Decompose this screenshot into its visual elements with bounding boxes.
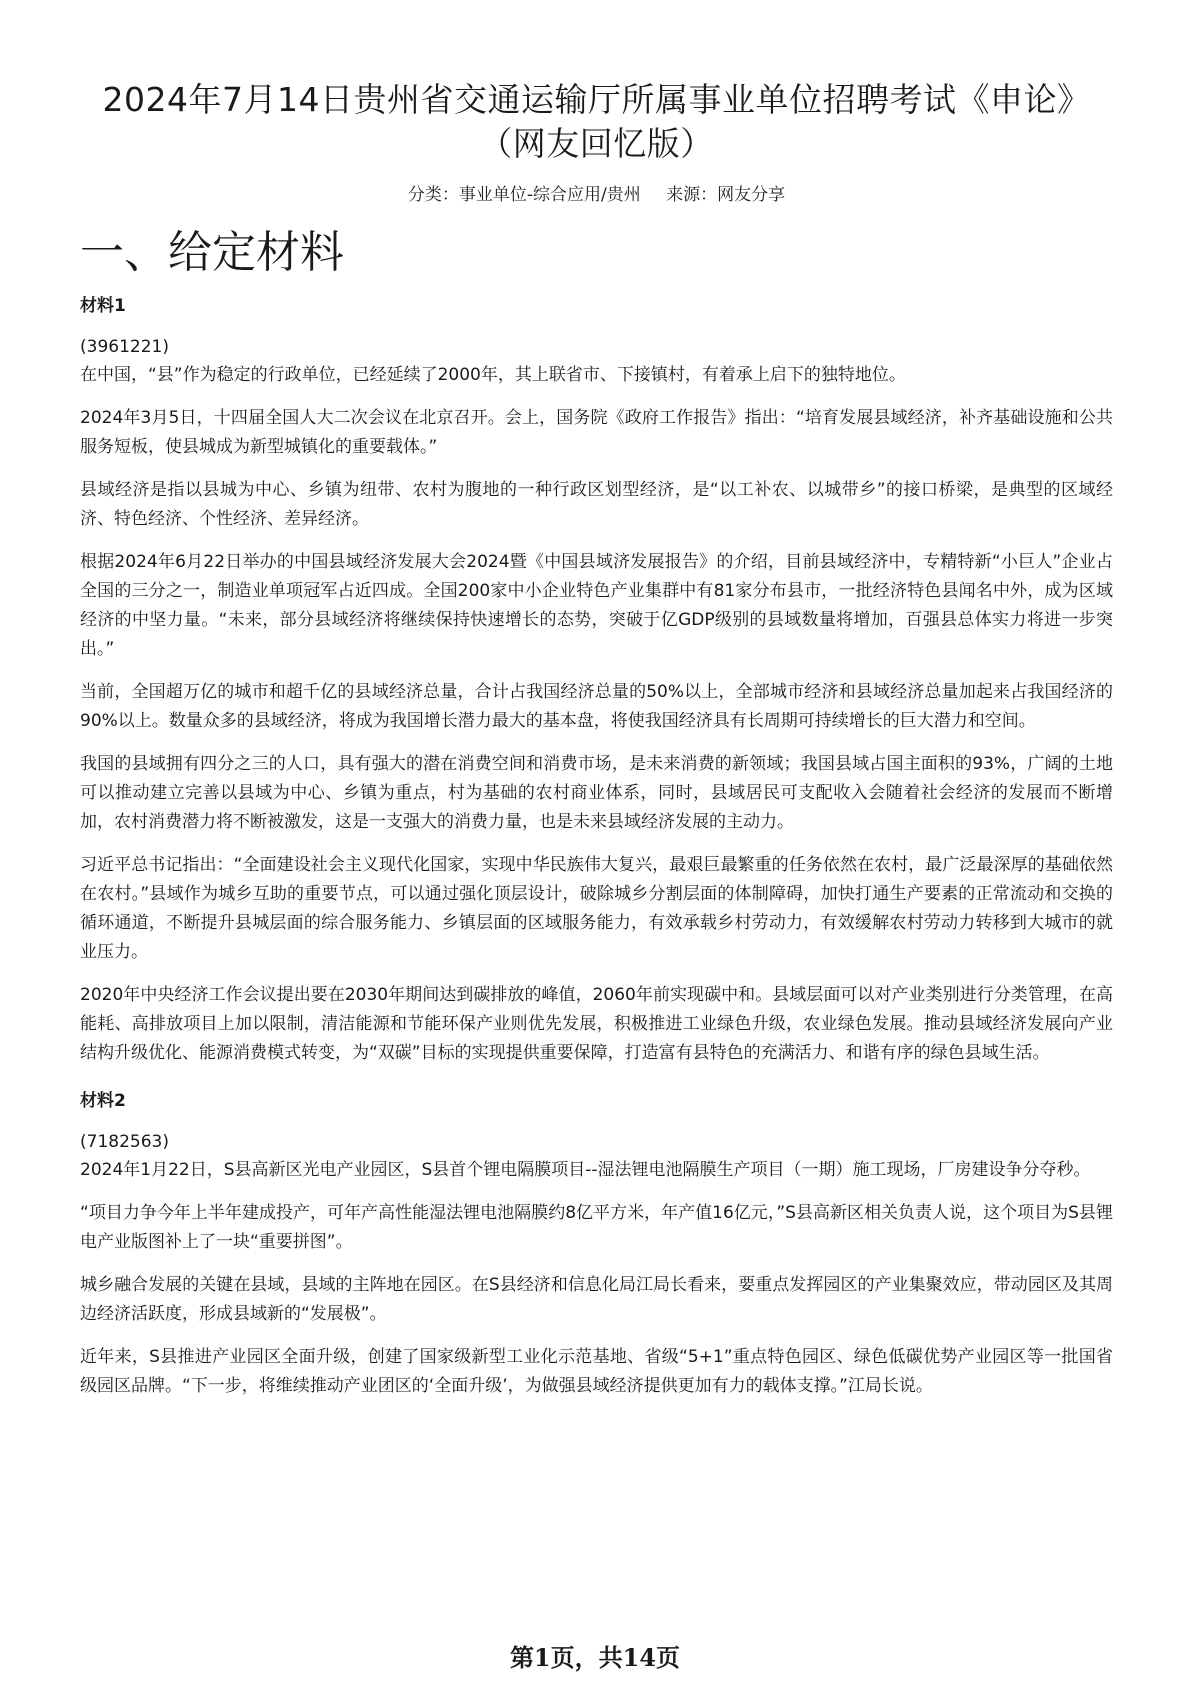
material-paragraph: 2024年1月22日，S县高新区光电产业园区，S县首个锂电隔膜项目--湿法锂电池隔膜生产项目（一期）施工现场，厂房建设争分夺秒。 [80,1160,1091,1180]
material-paragraph: 近年来，S县推进产业园区全面升级，创建了国家级新型工业化示范基地、省级“5+1”重点特色园区、绿色低碳优势产业园区等一批国省级园区品牌。“下一步，将维续推动产业团区的‘全面升级’，为做强县域经济提供更加有力的载体支撑。”江局长说。 [80,1347,1113,1396]
document-category: 分类：事业单位-综合应用/贵州 [407,185,641,205]
material-paragraph: 习近平总书记指出：“全面建设社会主义现代化国家，实现中华民族伟大复兴，最艰巨最繁重的任务依然在农村，最广泛最深厚的基础依然在农村。”县域作为城乡互助的重要节点，可以通过强化顶层设计，破除城乡分割层面的体制障碍，加快打通生产要素的正常流动和交换的循环通道，不断提升县城层面的综合服务能力、乡镇层面的区域服务能力，有效承载乡村劳动力，有效缓解农村劳动力转移到大城市的就业压力。 [80,855,1113,962]
material-paragraph: 我国的县域拥有四分之三的人口，具有强大的潜在消费空间和消费市场，是未来消费的新领域；我国县域占国主面积的93%，广阔的土地可以推动建立完善以县域为中心、乡镇为重点，村为基础的农村商业体系，同时，县域居民可支配收入会随着社会经济的发展而不断增加，农村消费潜力将不断被激发，这是一支强大的消费力量，也是未来县域经济发展的主动力。 [80,754,1113,832]
document-meta [80,180,1113,205]
material-title: 材料2 [80,1091,126,1111]
material-code: (3961221) [80,337,169,357]
document-title: 2024年7月14日贵州省交通运输厅所属事业单位招聘考试《申论》（网友回忆版） [102,80,1091,163]
material-paragraph: 2024年3月5日，十四届全国人大二次会议在北京召开。会上，国务院《政府工作报告》指出：“培育发展县域经济，补齐基础设施和公共服务短板，使县城成为新型城镇化的重要载体。” [80,408,1113,457]
document-page [80,78,1113,1415]
material-title: 材料1 [80,296,126,316]
section-heading: 一、给定材料 [80,227,344,278]
material-paragraph: 2020年中央经济工作会议提出要在2030年期间达到碳排放的峰值，2060年前实现碳中和。县域层面可以对产业类别进行分类管理，在高能耗、高排放项目上加以限制，清洁能源和节能环保产业则优先发展，积极推进工业绿色升级，农业绿色发展。推动县域经济发展向产业结构升级优化、能源消费模式转变，为“双碳”目标的实现提供重要保障，打造富有县特色的充满活力、和谐有序的绿色县域生活。 [80,985,1113,1063]
material-paragraph: 县域经济是指以县城为中心、乡镇为纽带、农村为腹地的一种行政区划型经济，是“以工补农、以城带乡”的接口桥梁，是典型的区域经济、特色经济、个性经济、差异经济。 [80,480,1113,529]
material-paragraph: 当前，全国超万亿的城市和超千亿的县域经济总量，合计占我国经济总量的50%以上，全部城市经济和县域经济总量加起来占我国经济的90%以上。数量众多的县域经济，将成为我国增长潜力最大的基本盘，将使我国经济具有长周期可持续增长的巨大潜力和空间。 [80,682,1113,731]
material-paragraph: 城乡融合发展的关键在县域，县域的主阵地在园区。在S县经济和信息化局江局长看来，要重点发挥园区的产业集聚效应，带动园区及其周边经济活跃度，形成县域新的“发展极”。 [80,1275,1113,1324]
page-number: 第1页，共14页 [509,1643,681,1672]
material-paragraph: 根据2024年6月22日举办的中国县域经济发展大会2024暨《中国县域济发展报告》的介绍，目前县域经济中，专精特新“小巨人”企业占全国的三分之一，制造业单项冠军占近四成。全国200家中小企业特色产业集群中有81家分布县市，一批经济特色县闻名中外，成为区域经济的中坚力量。“未来，部分县域经济将继续保持快速增长的态势，突破于亿GDP级别的县域数量将增加，百强县总体实力将进一步突出。” [80,552,1113,659]
materials-container [80,293,1113,1401]
material-code: (7182563) [80,1132,169,1152]
material-paragraph: “项目力争今年上半年建成投产，可年产高性能湿法锂电池隔膜约8亿平方米，年产值16亿元，”S县高新区相关负责人说，这个项目为S县锂电产业版图补上了一块“重要拼图”。 [80,1203,1113,1252]
document-source: 来源：网友分享 [666,185,786,205]
material-paragraph: 在中国，“县”作为稳定的行政单位，已经延续了2000年，其上联省市、下接镇村，有着承上启下的独特地位。 [80,365,906,385]
